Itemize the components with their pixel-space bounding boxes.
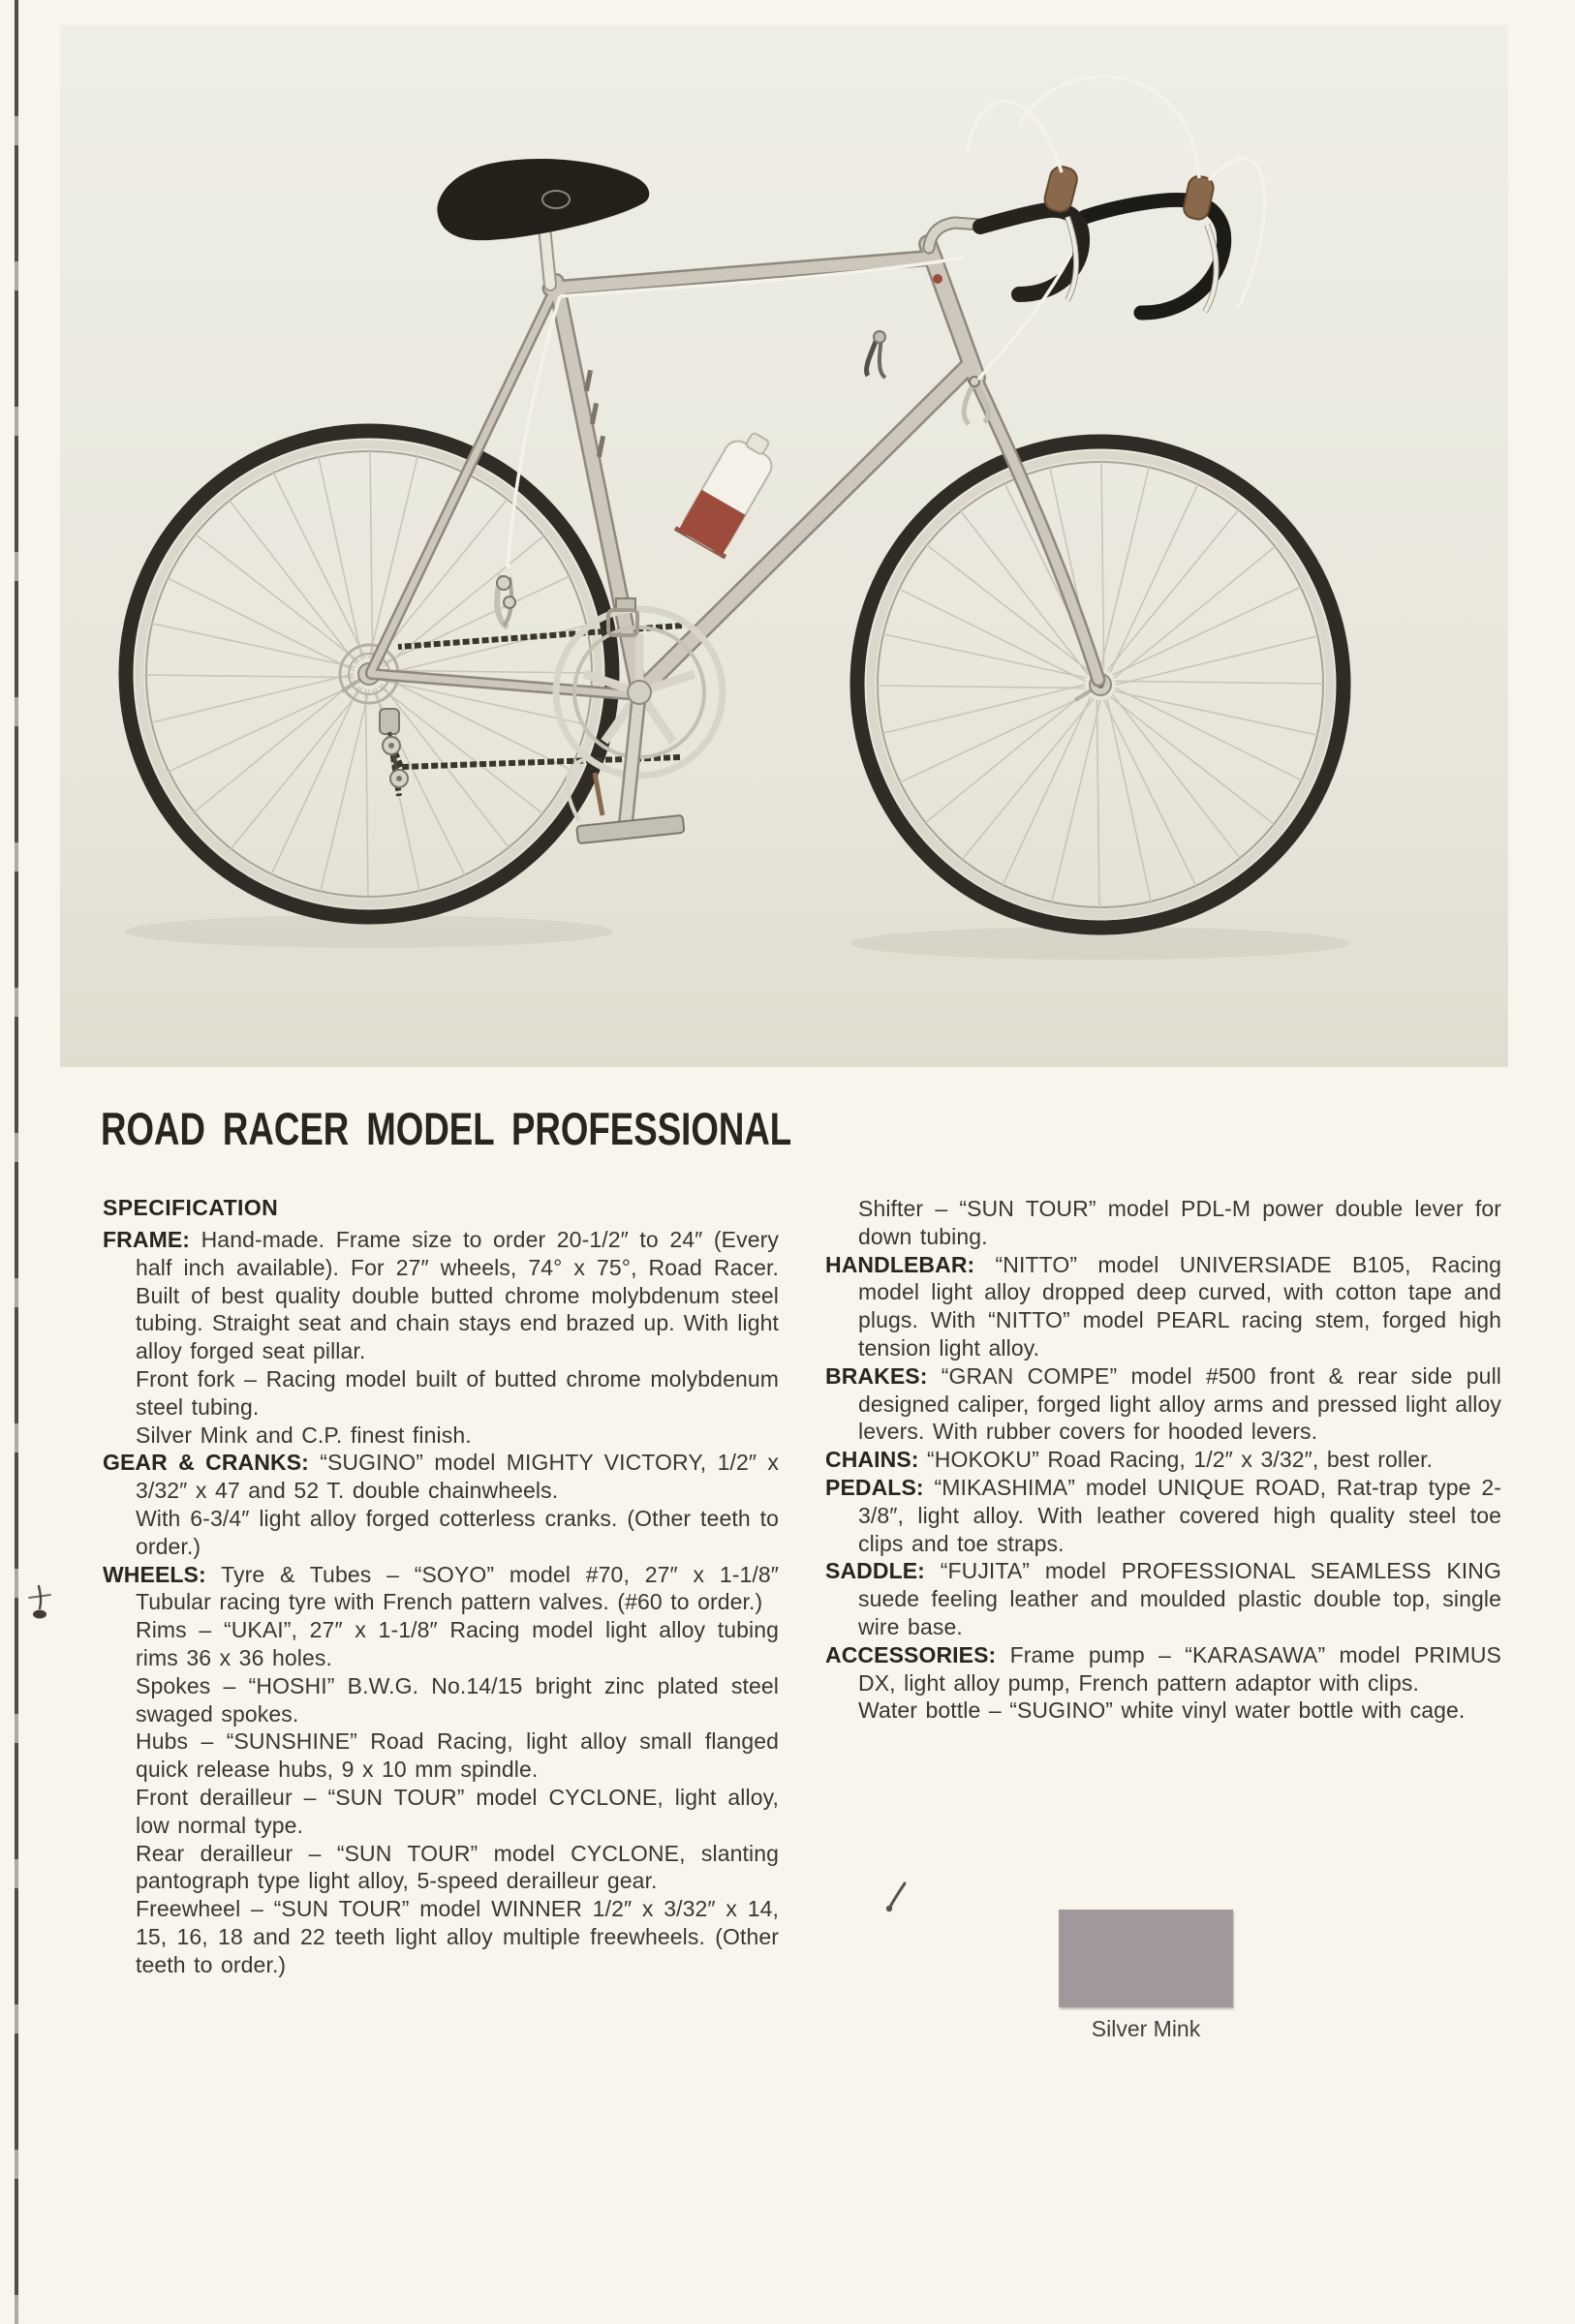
spec-column-left <box>103 1226 779 1979</box>
spec-section-handlebar <box>825 1251 1501 1362</box>
spec-section-gear-cranks <box>103 1449 779 1560</box>
spec-paragraph <box>825 1251 1501 1362</box>
bottom-bracket <box>628 681 651 704</box>
spec-paragraph: Rims – “UKAI”, 27″ x 1-1/8″ Racing model light alloy tubing rims 36 x 36 holes. <box>136 1617 779 1670</box>
spec-paragraph: With 6-3/4″ light alloy forged cotterless cranks. (Other teeth to order.) <box>136 1505 779 1559</box>
spec-section-frame <box>103 1226 779 1449</box>
spec-paragraph: Front derailleur – “SUN TOUR” model CYCLONE, light alloy, low normal type. <box>136 1784 779 1838</box>
bicycle-illustration <box>60 25 1508 1067</box>
spec-label: FRAME: <box>103 1227 191 1252</box>
spec-paragraph <box>825 1474 1501 1557</box>
spec-paragraph: Spokes – “HOSHI” B.W.G. No.14/15 bright zinc plated steel swaged spokes. <box>136 1672 779 1727</box>
spec-text: “FUJITA” model PROFESSIONAL SEAMLESS KING suede feeling leather and moulded plastic double top, single wire base. <box>858 1558 1501 1639</box>
head-badge <box>933 274 942 284</box>
spec-paragraph <box>103 1226 779 1365</box>
spec-paragraph: Hubs – “SUNSHINE” Road Racing, light alloy small flanged quick release hubs, 9 x 10 mm spindle. <box>136 1728 779 1783</box>
spec-section-pedals <box>825 1474 1501 1557</box>
spec-paragraph <box>825 1641 1501 1697</box>
scan-edge-line <box>15 0 18 2324</box>
spec-paragraph: Water bottle – “SUGINO” white vinyl water bottle with cage. <box>858 1697 1466 1724</box>
spec-text: Tyre & Tubes – “SOYO” model #70, 27″ x 1-1/8″ Tubular racing tyre with French pattern valves. (#60 to order.) <box>136 1561 779 1615</box>
spec-text: Frame pump – “KARASAWA” model PRIMUS DX, light alloy pump, French pattern adaptor with clips. <box>858 1641 1501 1696</box>
spec-paragraph: Front fork – Racing model built of butted chrome molybdenum steel tubing. <box>136 1365 779 1420</box>
spec-label: BRAKES: <box>825 1362 928 1389</box>
spec-column-right <box>825 1195 1501 1725</box>
spec-paragraph <box>825 1446 1501 1474</box>
color-swatch-label: Silver Mink <box>1091 2016 1201 2041</box>
road-bike-photo <box>60 25 1508 1067</box>
spec-section-wheels <box>103 1561 779 1979</box>
spec-label: WHEELS: <box>103 1561 206 1587</box>
spec-label: GEAR & CRANKS: <box>103 1450 309 1476</box>
spec-section-shifter <box>825 1195 1501 1251</box>
spec-text: “SUGINO” model MIGHTY VICTORY, 1/2″ x 3/32″ x 47 and 52 T. double chainwheels. <box>136 1450 779 1504</box>
spec-paragraph: Shifter – “SUN TOUR” model PDL-M power double lever for down tubing. <box>858 1196 1501 1249</box>
seat-post <box>544 227 550 285</box>
spec-paragraph: Silver Mink and C.P. finest finish. <box>136 1422 472 1448</box>
page-title: ROAD RACER MODEL PROFESSIONAL <box>101 1103 792 1154</box>
spec-section-brakes <box>825 1362 1501 1446</box>
spec-text: “GRAN COMPE” model #500 front & rear side pull designed caliper, forged light alloy arms and pressed light alloy levers. With rubber covers for hooded levers. <box>858 1362 1501 1445</box>
spec-paragraph <box>825 1362 1501 1446</box>
color-swatch-silver-mink <box>1059 1910 1233 2007</box>
pen-mark <box>27 1582 54 1628</box>
spec-label: SADDLE: <box>825 1558 925 1584</box>
spec-text: Hand-made. Frame size to order 20-1/2″ to 24″ (Every half inch available). For 27″ wheels, 74° x 75°, Road Racer. Built of best quality double butted chrome molybdenum steel tubing. Straight seat and chain stays end brazed up. With light alloy forged seat pillar. <box>136 1227 779 1364</box>
spec-paragraph <box>825 1557 1501 1640</box>
spec-label: ACCESSORIES: <box>825 1641 997 1667</box>
spec-heading: SPECIFICATION <box>103 1195 279 1220</box>
spec-label: HANDLEBAR: <box>825 1251 975 1277</box>
spec-section-accessories <box>825 1641 1501 1725</box>
spec-text: “NITTO” model UNIVERSIADE B105, Racing model light alloy dropped deep curved, with cotton tape and plugs. With “NITTO” model PEARL racing stem, forged high tension light alloy. <box>858 1251 1501 1361</box>
spec-label: PEDALS: <box>825 1474 924 1500</box>
spec-label: CHAINS: <box>825 1447 919 1473</box>
spec-text: “MIKASHIMA” model UNIQUE ROAD, Rat-trap type 2-3/8″, light alloy. With leather covered high quality steel toe clips and toe straps. <box>858 1474 1501 1556</box>
spec-section-saddle <box>825 1557 1501 1640</box>
pen-mark <box>883 1881 911 1920</box>
spec-text: “HOKOKU” Road Racing, 1/2″ x 3/32″, best roller. <box>927 1447 1434 1473</box>
spec-paragraph <box>103 1561 779 1617</box>
spec-paragraph <box>103 1449 779 1505</box>
spec-section-chains <box>825 1446 1501 1474</box>
spec-paragraph: Rear derailleur – “SUN TOUR” model CYCLONE, slanting pantograph type light alloy, 5-speed derailleur gear. <box>136 1840 779 1894</box>
spec-paragraph: Freewheel – “SUN TOUR” model WINNER 1/2″ x 3/32″ x 14, 15, 16, 18 and 22 teeth light alloy multiple freewheels. (Other teeth to order.) <box>136 1896 779 1977</box>
